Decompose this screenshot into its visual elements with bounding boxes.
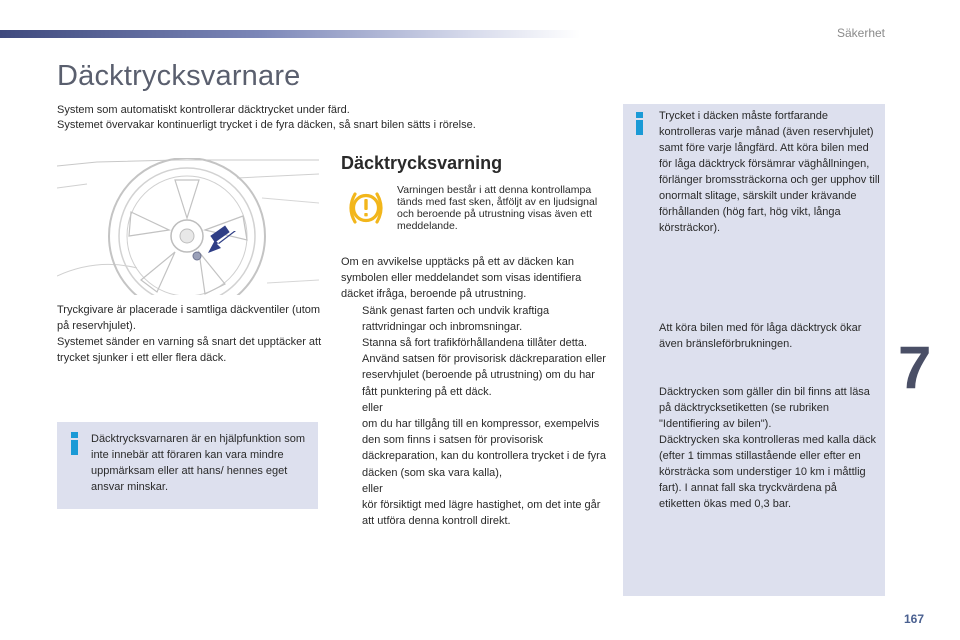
wheel-illustration [57, 158, 319, 295]
info-text [659, 384, 881, 512]
info-paragraph: Däcktrycken som gäller din bil finns att läsa på däcktrycksetiketten (se rubriken "Identifiering av bilen"). [659, 386, 870, 430]
page-number: 167 [903, 612, 924, 626]
or-label: eller [362, 401, 383, 414]
warning-icon [346, 190, 386, 226]
section-heading: Däcktrycksvarning [341, 153, 503, 173]
list-item [341, 497, 606, 529]
sensor-description [57, 302, 322, 366]
or-label: eller [362, 482, 383, 495]
bullet-text: kör försiktigt med lägre hastighet, om det inte går att utföra denna kontroll direkt. [362, 499, 601, 528]
info-text: Trycket i däcken måste fortfarande kontrolleras varje månad (även reservhjulet) samt före varje långfärd. Att köra bilen med för låga däcktryck försämrar väghållningen, förlänger bromssträckorna och ger upphov till onormalt slitage, särskilt under krävande förhållanden (hög fart, hög vikt, långa körsträckor). [659, 110, 880, 234]
instructions-intro: Om en avvikelse upptäcks på ett av däcken kan symbolen eller meddelandet som visas identifiera däcket ifråga, beroende på utrustning. [341, 256, 582, 301]
bullet-marker [341, 351, 362, 400]
chapter-number: 7 [898, 334, 932, 401]
bullet-marker [341, 416, 362, 481]
intro-line: System som automatiskt kontrollerar däcktrycket under färd. [57, 104, 350, 116]
header-gradient-bar [0, 30, 580, 38]
bullet-text: Använd satsen för provisorisk däckreparation eller reservhjulet (beroende på utrustning) om du har fått punktering på ett däck. [362, 353, 606, 398]
bullet-text: Sänk genast farten och undvik kraftiga rattvridningar och inbromsningar. [362, 304, 550, 333]
list-item [341, 416, 606, 481]
info-box-assist [57, 422, 318, 509]
sensor-line: Tryckgivare är placerade i samtliga däckventiler (utom på reservhjulet). [57, 304, 321, 332]
info-icon [71, 432, 79, 455]
warning-instructions [341, 254, 606, 529]
info-paragraph: Däcktrycken ska kontrolleras med kalla däck (efter 1 timmas stillastående eller efter en körsträcka som understiger 10 km i måttlig fart). I annat fall ska tryckvärdena på etiketten ökas med 0,3 bar. [659, 434, 877, 510]
sensor-line: Systemet sänder en varning så snart det upptäcker att trycket sjunker i ett eller flera däck. [57, 336, 322, 364]
bullet-text: om du har tillgång till en kompressor, exempelvis den som finns i satsen för provisorisk däckreparation, kan du kontrollera trycket i de fyra däcken (som ska vara kalla), [362, 418, 606, 479]
info-box-pressure-check [623, 104, 885, 596]
bullet-marker [341, 303, 362, 335]
warning-light-description: Varningen består i att denna kontrollampa tänds med fast sken, åtföljt av en ljudsignal och beroende på utrustning visas även ett meddelande. [397, 184, 598, 232]
section-label: Säkerhet [836, 26, 885, 40]
list-item [341, 303, 606, 335]
page-title: Däcktrycksvarnare [57, 60, 301, 92]
bullet-marker [341, 335, 362, 351]
info-text: Däcktrycksvarnaren är en hjälpfunktion som inte innebär att föraren kan vara mindre uppmärksam eller att hans/ hennes eget ansvar minskar. [91, 433, 305, 493]
info-text: Att köra bilen med för låga däcktryck ökar även bränsleförbrukningen. [659, 322, 862, 350]
info-icon [636, 112, 644, 135]
list-item [341, 335, 606, 351]
bullet-marker [341, 497, 362, 529]
intro-text [57, 103, 617, 133]
intro-line: Systemet övervakar kontinuerligt trycket i de fyra däcken, så snart bilen sätts i rörelse. [57, 119, 476, 131]
bullet-text: Stanna så fort trafikförhållandena tillåter detta. [362, 337, 588, 350]
list-item [341, 351, 606, 400]
